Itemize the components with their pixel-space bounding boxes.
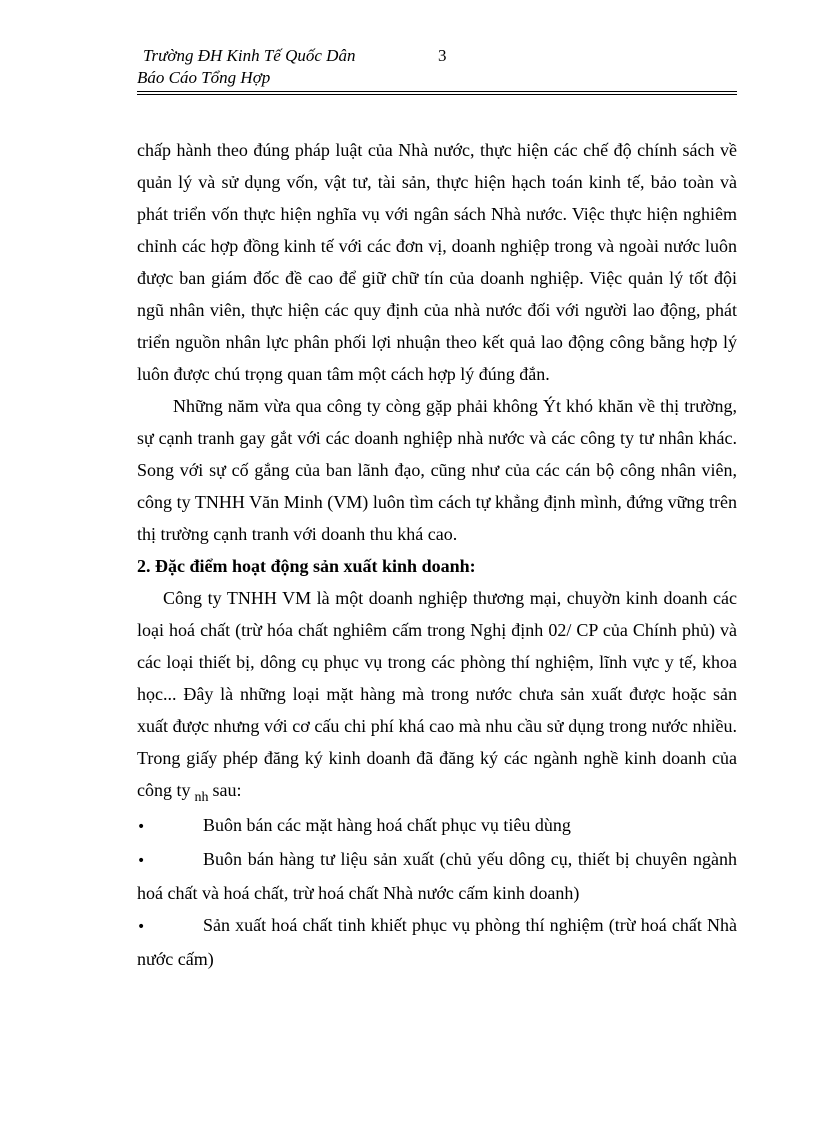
bullet-text: Buôn bán các mặt hàng hoá chất phục vụ tiêu dùng [203,815,571,835]
page-header [137,44,737,94]
header-school-name: Trường ĐH Kinh Tế Quốc Dân [143,46,356,65]
bullet-dot-icon: • [137,919,146,935]
bullet-dot-icon: • [137,819,146,835]
bullet-item [137,909,737,975]
bullet-item [137,843,737,909]
paragraph-business-text: Công ty TNHH VM là một doanh nghiệp thương mại, chuyờn kinh doanh các loại hoá chất (trừ hóa chất nghiêm cấm trong Nghị định 02/ CP của Chính phủ) và các loại thiết bị, dông cụ phục vụ trong các phòng thí nghiệm, lĩnh vực y tế, khoa học... Đây là những loại mặt hàng mà trong nước chưa sản xuất được hoặc sản xuất được nhưng với cơ cấu chi phí khá cao mà nhu cầu sử dụng trong nước nhiều. Trong giấy phép đăng ký kinh doanh đã đăng ký các ngành nghề kinh doanh của công ty [137,588,737,800]
bullet-item [137,809,737,843]
section-heading: 2. Đặc điểm hoạt động sản xuất kinh doanh: [137,556,476,576]
paragraph-business-subscript: nh [194,790,209,805]
bullet-dot-icon: • [137,853,146,869]
header-page-number: 3 [438,46,447,65]
header-divider [137,91,737,95]
paragraph-business-end: sau: [212,780,242,800]
bullet-text: Buôn bán hàng tư liệu sản xuất (chủ yếu dông cụ, thiết bị chuyên ngành hoá chất và hoá chất, trừ hoá chất Nhà nước cấm kinh doanh) [137,849,737,903]
document-body [137,134,737,975]
paragraph-business [137,582,737,809]
header-report-title: Báo Cáo Tổng Hợp [137,68,271,87]
paragraph-management: chấp hành theo đúng pháp luật của Nhà nước, thực hiện các chế độ chính sách về quản lý và sử dụng vốn, vật tư, tài sản, thực hiện hạch toán kinh tế, bảo toàn và phát triển vốn thực hiện nghĩa vụ với ngân sách Nhà nước. Việc thực hiện nghiêm chỉnh các hợp đồng kinh tế với các đơn vị, doanh nghiệp trong và ngoài nước luôn được ban giám đốc đề cao để giữ chữ tín của doanh nghiệp. Việc quản lý tốt đội ngũ nhân viên, thực hiện các quy định của nhà nước đối với người lao động, phát triển nguồn nhân lực phân phối lợi nhuận theo kết quả lao động công bằng hợp lý luôn được chú trọng quan tâm một cách hợp lý đúng đắn. [137,140,737,384]
bullet-text: Sản xuất hoá chất tinh khiết phục vụ phòng thí nghiệm (trừ hoá chất Nhà nước cấm) [137,915,737,969]
paragraph-challenges: Những năm vừa qua công ty còng gặp phải không Ýt khó khăn về thị trường, sự cạnh tranh gay gắt với các doanh nghiệp nhà nước và các công ty tư nhân khác. Song với sự cố gắng của ban lãnh đạo, cũng như của các cán bộ công nhân viên, công ty TNHH Văn Minh (VM) luôn tìm cách tự khẳng định mình, đứng vững trên thị trường cạnh tranh với doanh thu khá cao. [137,396,737,544]
